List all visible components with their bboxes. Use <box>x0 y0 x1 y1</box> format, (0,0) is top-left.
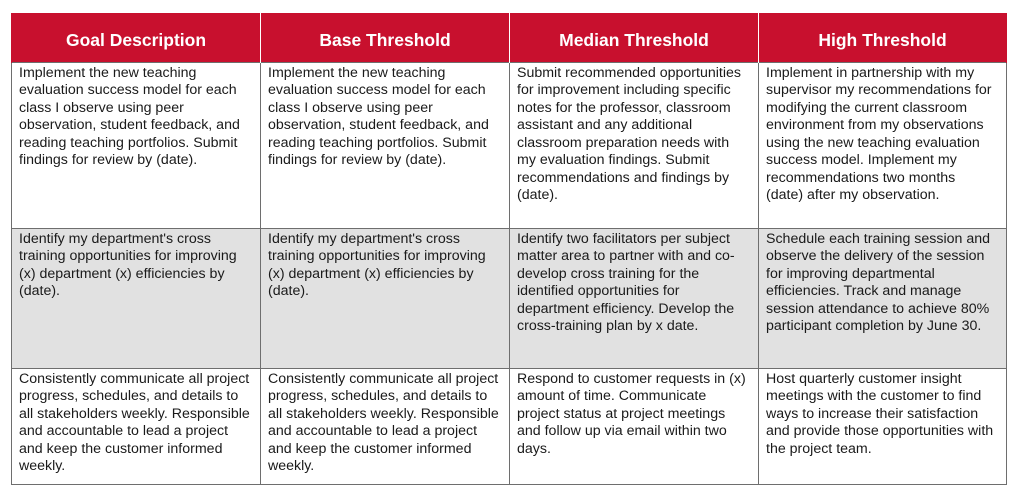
table-cell-goal-description: Implement the new teaching evaluation success model for each class I observe using peer observation, student feedback, and reading teaching portfolios. Submit findings for review by (date). <box>12 62 261 228</box>
table-row <box>12 228 1007 368</box>
table-cell-base-threshold: Consistently communicate all project progress, schedules, and details to all stakeholders weekly. Responsible and accountable to lead a project and keep the customer informed weekly. <box>261 368 510 484</box>
table-row <box>12 62 1007 228</box>
header-base-threshold: Base Threshold <box>261 13 510 62</box>
table-cell-base-threshold: Implement the new teaching evaluation success model for each class I observe using peer observation, student feedback, and reading teaching portfolios. Submit findings for review by (date). <box>261 62 510 228</box>
table-header <box>12 13 1007 62</box>
header-row <box>12 13 1007 62</box>
table-row <box>12 368 1007 484</box>
goal-threshold-table <box>11 13 1007 485</box>
table-cell-median-threshold: Identify two facilitators per subject matter area to partner with and co-develop cross training for the identified opportunities for department efficiency. Develop the cross-training plan by x date. <box>510 228 759 368</box>
header-high-threshold: High Threshold <box>759 13 1007 62</box>
table-body <box>12 62 1007 484</box>
table-cell-high-threshold: Schedule each training session and observe the delivery of the session for improving departmental efficiencies. Track and manage session attendance to achieve 80% participant completion by June 30. <box>759 228 1007 368</box>
header-goal-description: Goal Description <box>12 13 261 62</box>
table-cell-high-threshold: Host quarterly customer insight meetings with the customer to find ways to increase their satisfaction and provide those opportunities with the project team. <box>759 368 1007 484</box>
table-cell-goal-description: Consistently communicate all project progress, schedules, and details to all stakeholders weekly. Responsible and accountable to lead a project and keep the customer informed weekly. <box>12 368 261 484</box>
table-cell-median-threshold: Submit recommended opportunities for improvement including specific notes for the professor, classroom assistant and any additional classroom preparation needs with my evaluation findings. Submit recommendations and findings by (date). <box>510 62 759 228</box>
table-cell-median-threshold: Respond to customer requests in (x) amount of time. Communicate project status at project meetings and follow up via email within two days. <box>510 368 759 484</box>
table-cell-high-threshold: Implement in partnership with my supervisor my recommendations for modifying the current classroom environment from my observations using the new teaching evaluation success model. Implement my recommendations two months (date) after my observation. <box>759 62 1007 228</box>
header-median-threshold: Median Threshold <box>510 13 759 62</box>
table-cell-goal-description: Identify my department's cross training opportunities for improving (x) department (x) efficiencies by (date). <box>12 228 261 368</box>
table-cell-base-threshold: Identify my department's cross training opportunities for improving (x) department (x) efficiencies by (date). <box>261 228 510 368</box>
